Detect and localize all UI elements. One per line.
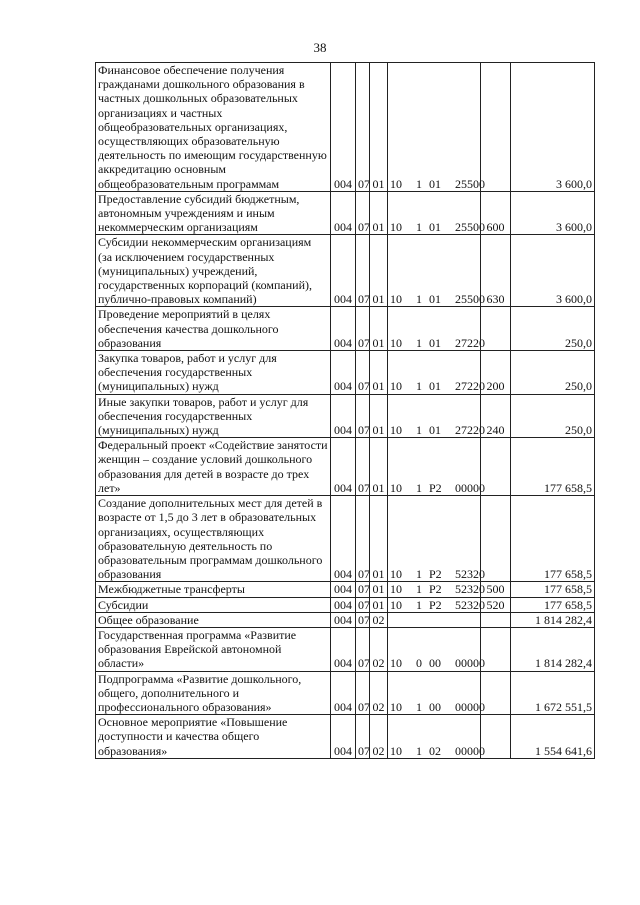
target-article-code bbox=[388, 63, 485, 192]
subsection-code: 01 bbox=[370, 191, 388, 235]
expense-type-code: 500 bbox=[481, 582, 511, 597]
section-code: 07 bbox=[356, 597, 370, 612]
target-article-code bbox=[388, 582, 485, 597]
target-direction: 00000 bbox=[455, 656, 485, 671]
target-program: 10 bbox=[390, 480, 402, 495]
section-code: 07 bbox=[356, 63, 370, 192]
table-row bbox=[96, 191, 595, 235]
target-subprogram: 1 bbox=[416, 582, 422, 597]
row-name: Финансовое обеспечение получения гражданами дошкольного образования в частных дошкольных образовательных организациях и частных общеобразовательных организациях, осуществляющих образовательную деятельность по имеющим государственную аккредитацию основным общеобразовательным программам bbox=[96, 63, 331, 192]
target-direction: 27220 bbox=[455, 335, 485, 350]
table-row bbox=[96, 627, 595, 671]
section-code: 07 bbox=[356, 438, 370, 496]
subsection-code: 01 bbox=[370, 438, 388, 496]
target-subprogram: 1 bbox=[416, 335, 422, 350]
ministry-code: 004 bbox=[331, 627, 356, 671]
section-code: 07 bbox=[356, 627, 370, 671]
amount: 177 658,5 bbox=[511, 597, 595, 612]
target-program: 10 bbox=[390, 597, 402, 612]
target-program: 10 bbox=[390, 699, 402, 714]
target-program: 10 bbox=[390, 335, 402, 350]
row-name: Основное мероприятие «Повышение доступности и качества общего образования» bbox=[96, 715, 331, 759]
row-name: Подпрограмма «Развитие дошкольного, общего, дополнительного и профессионального образования» bbox=[96, 671, 331, 715]
row-name: Общее образование bbox=[96, 612, 331, 627]
target-article-code bbox=[388, 715, 485, 759]
table-row bbox=[96, 351, 595, 395]
subsection-code: 01 bbox=[370, 496, 388, 582]
target-activity: 01 bbox=[429, 292, 441, 307]
amount: 1 814 282,4 bbox=[511, 612, 595, 627]
target-direction: 52320 bbox=[455, 567, 485, 582]
expense-type-code: 240 bbox=[481, 394, 511, 438]
target-article-code bbox=[388, 307, 485, 351]
expense-type-code bbox=[481, 612, 511, 627]
target-activity: P2 bbox=[429, 480, 442, 495]
ministry-code: 004 bbox=[331, 582, 356, 597]
target-subprogram: 1 bbox=[416, 220, 422, 235]
target-direction: 25500 bbox=[455, 176, 485, 191]
section-code: 07 bbox=[356, 307, 370, 351]
target-direction: 25500 bbox=[455, 292, 485, 307]
target-subprogram: 1 bbox=[416, 176, 422, 191]
target-program: 10 bbox=[390, 567, 402, 582]
ministry-code: 004 bbox=[331, 191, 356, 235]
table-row bbox=[96, 394, 595, 438]
expense-type-code: 520 bbox=[481, 597, 511, 612]
amount: 1 814 282,4 bbox=[511, 627, 595, 671]
ministry-code: 004 bbox=[331, 612, 356, 627]
row-name: Федеральный проект «Содействие занятости женщин – создание условий дошкольного образования для детей в возрасте до трех лет» bbox=[96, 438, 331, 496]
target-direction: 52320 bbox=[455, 582, 485, 597]
target-article-code bbox=[388, 496, 485, 582]
ministry-code: 004 bbox=[331, 307, 356, 351]
target-activity: 01 bbox=[429, 379, 441, 394]
section-code: 07 bbox=[356, 715, 370, 759]
target-program: 10 bbox=[390, 220, 402, 235]
target-direction: 27220 bbox=[455, 379, 485, 394]
amount: 3 600,0 bbox=[511, 191, 595, 235]
target-direction: 25500 bbox=[455, 220, 485, 235]
target-direction: 00000 bbox=[455, 480, 485, 495]
ministry-code: 004 bbox=[331, 496, 356, 582]
target-subprogram: 1 bbox=[416, 292, 422, 307]
ministry-code: 004 bbox=[331, 394, 356, 438]
amount: 250,0 bbox=[511, 351, 595, 395]
amount: 1 554 641,6 bbox=[511, 715, 595, 759]
subsection-code: 02 bbox=[370, 671, 388, 715]
subsection-code: 02 bbox=[370, 627, 388, 671]
amount: 250,0 bbox=[511, 307, 595, 351]
target-program: 10 bbox=[390, 379, 402, 394]
target-activity: 00 bbox=[429, 699, 441, 714]
target-subprogram: 0 bbox=[416, 656, 422, 671]
target-activity: 01 bbox=[429, 423, 441, 438]
ministry-code: 004 bbox=[331, 671, 356, 715]
amount: 3 600,0 bbox=[511, 235, 595, 307]
ministry-code: 004 bbox=[331, 351, 356, 395]
row-name: Закупка товаров, работ и услуг для обеспечения государственных (муниципальных) нужд bbox=[96, 351, 331, 395]
expense-type-code: 600 bbox=[481, 191, 511, 235]
section-code: 07 bbox=[356, 612, 370, 627]
target-article-code bbox=[388, 394, 485, 438]
target-program: 10 bbox=[390, 743, 402, 758]
target-article-code bbox=[388, 627, 485, 671]
ministry-code: 004 bbox=[331, 597, 356, 612]
section-code: 07 bbox=[356, 582, 370, 597]
row-name: Межбюджетные трансферты bbox=[96, 582, 331, 597]
target-activity: 01 bbox=[429, 335, 441, 350]
subsection-code: 01 bbox=[370, 582, 388, 597]
table-row bbox=[96, 671, 595, 715]
amount: 177 658,5 bbox=[511, 496, 595, 582]
target-subprogram: 1 bbox=[416, 597, 422, 612]
target-subprogram: 1 bbox=[416, 480, 422, 495]
amount: 177 658,5 bbox=[511, 582, 595, 597]
amount: 3 600,0 bbox=[511, 63, 595, 192]
subsection-code: 02 bbox=[370, 612, 388, 627]
table-row bbox=[96, 582, 595, 597]
row-name: Предоставление субсидий бюджетным, автономным учреждениям и иным некоммерческим организациям bbox=[96, 191, 331, 235]
target-article-code bbox=[388, 351, 485, 395]
table-row bbox=[96, 496, 595, 582]
target-subprogram: 1 bbox=[416, 379, 422, 394]
ministry-code: 004 bbox=[331, 63, 356, 192]
row-name: Создание дополнительных мест для детей в возрасте от 1,5 до 3 лет в образовательных организациях, осуществляющих образовательную деятельность по образовательным программам дошкольного образования bbox=[96, 496, 331, 582]
subsection-code: 01 bbox=[370, 235, 388, 307]
target-program: 10 bbox=[390, 656, 402, 671]
row-name: Иные закупки товаров, работ и услуг для обеспечения государственных (муниципальных) нужд bbox=[96, 394, 331, 438]
target-activity: P2 bbox=[429, 567, 442, 582]
amount: 1 672 551,5 bbox=[511, 671, 595, 715]
target-activity: 01 bbox=[429, 220, 441, 235]
subsection-code: 01 bbox=[370, 394, 388, 438]
subsection-code: 01 bbox=[370, 307, 388, 351]
table-row bbox=[96, 307, 595, 351]
target-article-code bbox=[388, 438, 485, 496]
budget-table bbox=[95, 62, 595, 759]
expense-type-code: 630 bbox=[481, 235, 511, 307]
target-article-code bbox=[388, 612, 481, 627]
target-program: 10 bbox=[390, 176, 402, 191]
target-activity: 01 bbox=[429, 176, 441, 191]
table-row bbox=[96, 612, 595, 627]
target-activity: 00 bbox=[429, 656, 441, 671]
target-direction: 00000 bbox=[455, 699, 485, 714]
target-direction: 27220 bbox=[455, 423, 485, 438]
target-article-code bbox=[388, 671, 485, 715]
section-code: 07 bbox=[356, 496, 370, 582]
section-code: 07 bbox=[356, 191, 370, 235]
section-code: 07 bbox=[356, 394, 370, 438]
subsection-code: 02 bbox=[370, 715, 388, 759]
target-activity: P2 bbox=[429, 597, 442, 612]
target-program: 10 bbox=[390, 582, 402, 597]
ministry-code: 004 bbox=[331, 235, 356, 307]
table-row bbox=[96, 438, 595, 496]
expense-type-code bbox=[481, 63, 511, 192]
target-article-code bbox=[388, 235, 485, 307]
subsection-code: 01 bbox=[370, 351, 388, 395]
ministry-code: 004 bbox=[331, 715, 356, 759]
section-code: 07 bbox=[356, 235, 370, 307]
target-program: 10 bbox=[390, 292, 402, 307]
row-name: Субсидии bbox=[96, 597, 331, 612]
target-direction: 00000 bbox=[455, 743, 485, 758]
table-row bbox=[96, 63, 595, 192]
table-row bbox=[96, 597, 595, 612]
target-subprogram: 1 bbox=[416, 423, 422, 438]
target-activity: P2 bbox=[429, 582, 442, 597]
target-subprogram: 1 bbox=[416, 567, 422, 582]
row-name: Проведение мероприятий в целях обеспечения качества дошкольного образования bbox=[96, 307, 331, 351]
amount: 177 658,5 bbox=[511, 438, 595, 496]
target-article-code bbox=[388, 191, 485, 235]
ministry-code: 004 bbox=[331, 438, 356, 496]
target-subprogram: 1 bbox=[416, 743, 422, 758]
row-name: Субсидии некоммерческим организациям (за исключением государственных (муниципальных) учреждений, государственных корпораций (компаний), публично-правовых компаний) bbox=[96, 235, 331, 307]
subsection-code: 01 bbox=[370, 63, 388, 192]
target-subprogram: 1 bbox=[416, 699, 422, 714]
expense-type-code: 200 bbox=[481, 351, 511, 395]
section-code: 07 bbox=[356, 671, 370, 715]
target-program: 10 bbox=[390, 423, 402, 438]
target-direction: 52320 bbox=[455, 597, 485, 612]
table-row bbox=[96, 235, 595, 307]
subsection-code: 01 bbox=[370, 597, 388, 612]
target-article-code bbox=[388, 597, 485, 612]
table-row bbox=[96, 715, 595, 759]
target-activity: 02 bbox=[429, 743, 441, 758]
page-number: 38 bbox=[313, 40, 327, 55]
amount: 250,0 bbox=[511, 394, 595, 438]
section-code: 07 bbox=[356, 351, 370, 395]
row-name: Государственная программа «Развитие образования Еврейской автономной области» bbox=[96, 627, 331, 671]
